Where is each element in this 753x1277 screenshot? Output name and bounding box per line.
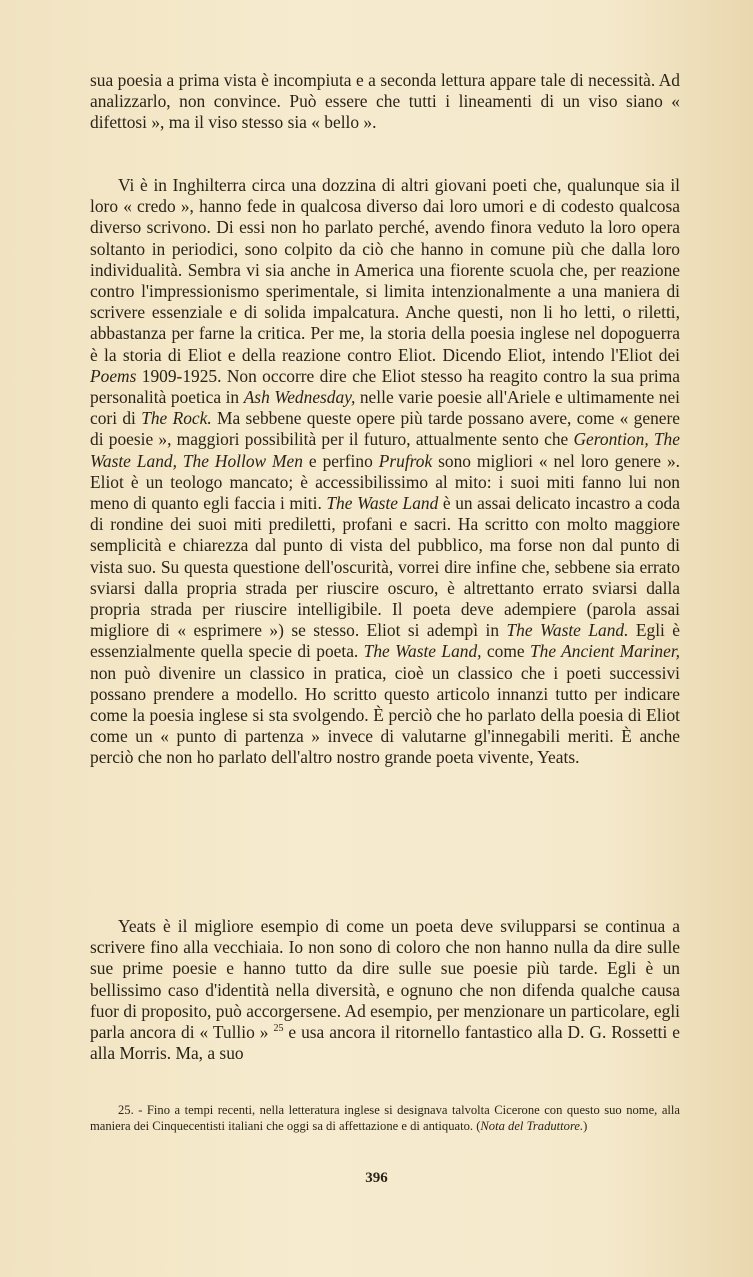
text-run: Ma sebbene queste opere più tarde possano avere, come « genere di poesie », maggiori possibilità per il futuro, attualmente sento che [90, 408, 680, 450]
italic-title: The Ancient Mariner, [529, 641, 681, 662]
footnote [90, 1102, 680, 1134]
paragraph-yeats [90, 916, 680, 1064]
italic-title: The Waste Land. [506, 620, 629, 641]
text-run: è un assai delicato incastro a coda di rondine dei suoi miti prediletti, profani e sacri. Ha scritto con molto maggiore semplicità e chiarezza dal punto di vista del pubblico, ma forse non dal punto di vista suo. Su questa questione dell'oscurità, vorrei dire infine che, sebbene sia errato sviarsi dalla propria strada per riuscire oscuro, è altrettanto errato sviarsi dalla propria strada per riuscire intelligibile. Il poeta deve adempiere (parola assai migliore di « esprimere ») se stesso. Eliot si adempì in [90, 493, 680, 641]
italic-title: The Waste Land [326, 493, 439, 514]
italic-title: The Rock. [141, 408, 212, 429]
text-run: non può divenire un classico in pratica, cioè un classico che i poeti successivi possano prendere a modello. Ho scritto questo articolo innanzi tutto per indicare come la poesia inglese si sta svolgendo. È perciò che ho parlato della poesia di Eliot come un « punto di partenza » invece di valutarne gl'innegabili meriti. È anche perciò che non ho parlato dell'altro nostro grande poeta vivente, Yeats. [90, 662, 680, 768]
text-run: Yeats è il migliore esempio di come un poeta deve svilupparsi se continua a scrivere fino alla vecchiaia. Io non sono di coloro che non hanno nulla da dire sulle sue prime poesie e hanno tutto da dire sulle sue poesie più tarde. Egli è un bellissimo caso d'identità nella diversità, e ognuno che non difenda qualche causa fuor di proposito, può accorgersene. Ad esempio, per menzionare un particolare, egli parla ancora di « Tullio » [90, 916, 680, 1043]
text-run: e usa ancora il ritornello fantastico alla D. G. Rossetti e alla Morris. Ma, a suo [90, 1022, 681, 1064]
italic-title: Gerontion, The Waste Land, The Hollow Men [90, 429, 680, 471]
text-run: nelle varie poesie all'Ariele e ultimamente nei cori di [90, 387, 680, 429]
footnote-italic: Nota del Traduttore. [480, 1119, 584, 1134]
italic-title: Prufrok [378, 450, 433, 471]
text-run: 1909-1925. Non occorre dire che Eliot stesso ha reagito contro la sua prima personalità poetica in [90, 365, 680, 408]
text-run: Egli è essenzialmente quella specie di poeta. [90, 620, 681, 662]
italic-title: Poems [90, 365, 137, 386]
text-run: sono migliori « nel loro genere ». Eliot è un teologo mancato; è accessibilissimo al mito: i suoi miti fanno lui non meno di quanto egli faccia i miti. [90, 450, 680, 514]
italic-title: The Waste Land, [363, 641, 482, 662]
paragraph-text [90, 175, 680, 769]
italic-title: Ash Wednesday, [243, 387, 356, 408]
text-run: e perfino [302, 450, 379, 471]
text-run: come [481, 641, 530, 662]
paragraph-continuation [90, 70, 680, 134]
paragraph-text [90, 916, 680, 1064]
footnote-text: ) [583, 1119, 588, 1134]
paragraph-eliot [90, 175, 680, 769]
text-run: Vi è in Inghilterra circa una dozzina di altri giovani poeti che, qualunque sia il loro « credo », hanno fede in qualcosa diverso dai loro umori e di codesto qualcosa diverso scrivono. Di essi non ho parlato perché, avendo finora veduto la loro opera soltanto in periodici, sono colpito da ciò che hanno in comune più che dalla loro individualità. Sembra vi sia anche in America una fiorente scuola che, per reazione contro l'impressionismo sperimentale, si limita intenzionalmente a una maniera di scrivere essenziale e di solida impalcatura. Anche questi, non li ho letti, o riletti, abbastanza per farne la critica. Per me, la storia della poesia inglese nel dopoguerra è la storia di Eliot e della reazione contro Eliot. Dicendo Eliot, intendo l'Eliot dei [90, 175, 680, 365]
page-number: 396 [365, 1170, 388, 1186]
footnote-reference: 25 [273, 1023, 284, 1035]
footnote-text: 25. - Fino a tempi recenti, nella letteratura inglese si designava talvolta Cicerone con questo suo nome, alla maniera dei Cinquecentisti italiani che oggi sa di affettazione e di antiquato. ( [90, 1103, 680, 1134]
paragraph-text: sua poesia a prima vista è incompiuta e a seconda lettura appare tale di necessità. Ad analizzarlo, non convince. Può essere che tutti i lineamenti di un viso siano « difettosi », ma il viso stesso sia « bello ». [90, 70, 680, 133]
